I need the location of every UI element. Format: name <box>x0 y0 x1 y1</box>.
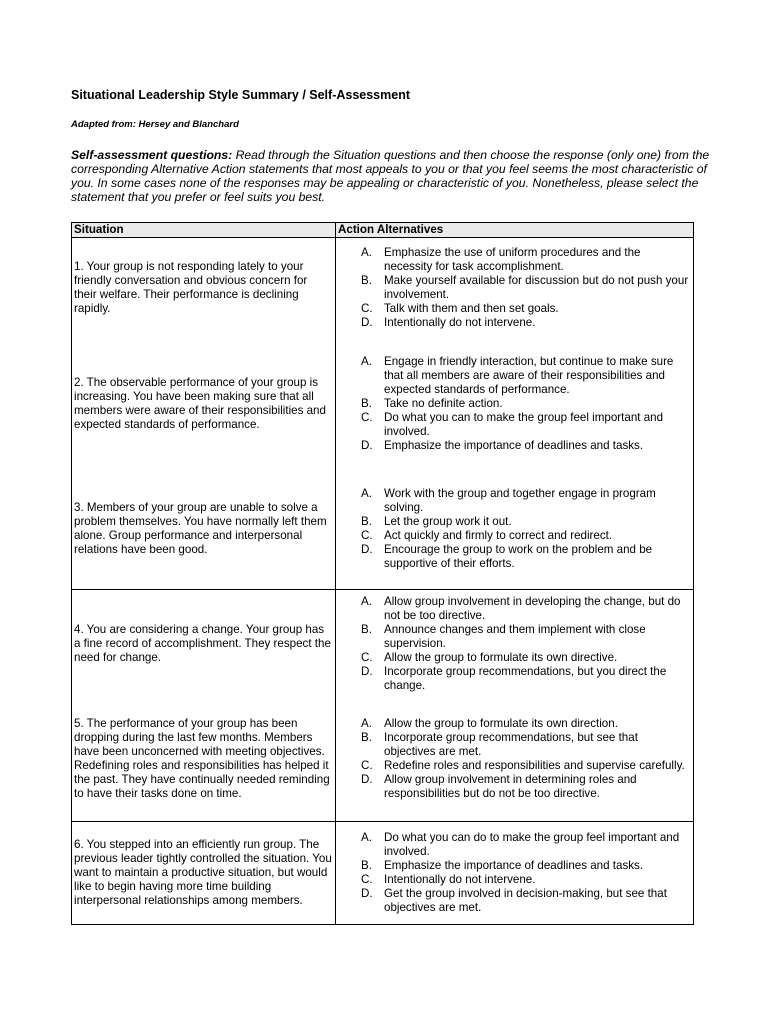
situation-1: 1. Your group is not responding lately to your friendly conversation and obvious concern for their welfare. Their performance is declining rapidly. <box>72 238 336 338</box>
situation-2: 2. The observable performance of your group is increasing. You have been making sure that all members were aware of their responsibilities and expected standards of performance. <box>72 338 336 470</box>
situation-4: 4. You are considering a change. Your group has a fine record of accomplishment. They respect the need for change. <box>72 590 336 698</box>
option-6c[interactable]: C. Intentionally do not intervene. <box>361 873 536 886</box>
option-6a[interactable]: A. Do what you can do to make the group feel important and involved. <box>361 831 680 858</box>
option-3a[interactable]: A. Work with the group and together engage in program solving. <box>361 487 656 515</box>
option-2c[interactable]: C. Do what you can to make the group feel important and involved. <box>361 410 664 438</box>
header-situation: Situation <box>72 223 336 238</box>
table-row <box>72 238 694 338</box>
intro-lead: Self-assessment questions: <box>71 148 233 162</box>
option-4b[interactable]: B. Announce changes and them implement with close supervision. <box>361 622 646 650</box>
option-5a[interactable]: A. Allow the group to formulate its own direction. <box>361 717 618 731</box>
intro-text: Read through the Situation questions and then choose the response (only one) from the corresponding Alternative Action statements that most appeals to you or that you feel seems the most characteristic of you. In some cases none of the responses may be appealing or characteristic of you. Nonetheless, please select the statement that you prefer or feel suits you best. <box>71 148 710 204</box>
page-title: Situational Leadership Style Summary / Self-Assessment <box>71 88 411 102</box>
option-4c[interactable]: C. Allow the group to formulate its own directive. <box>361 650 618 664</box>
option-5c[interactable]: C. Redefine roles and responsibilities and supervise carefully. <box>361 759 685 773</box>
table-row <box>72 470 694 590</box>
header-action-alternatives: Action Alternatives <box>336 223 694 238</box>
options-6 <box>336 822 694 925</box>
option-4d[interactable]: D. Incorporate group recommendations, but you direct the change. <box>361 664 667 692</box>
option-3c[interactable]: C. Act quickly and firmly to correct and redirect. <box>361 529 613 543</box>
option-1c[interactable]: C. Talk with them and then set goals. <box>361 301 559 315</box>
options-4 <box>336 590 694 698</box>
table-row <box>72 338 694 470</box>
table-row <box>72 590 694 698</box>
options-3 <box>336 470 694 590</box>
intro-paragraph <box>71 148 711 204</box>
option-4a[interactable]: A. Allow group involvement in developing the change, but do not be too directive. <box>361 594 681 622</box>
situation-6: 6. You stepped into an efficiently run group. The previous leader tightly controlled the situation. You want to maintain a productive situation, but would like to begin having more time building interpersonal relationships among members. <box>72 822 336 925</box>
option-5b[interactable]: B. Incorporate group recommendations, but see that objectives are met. <box>361 731 638 759</box>
options-2 <box>336 338 694 470</box>
option-1a[interactable]: A. Emphasize the use of uniform procedures and the necessity for task accomplishment. <box>361 245 641 273</box>
option-6d[interactable]: D. Get the group involved in decision-making, but see that objectives are met. <box>361 887 667 914</box>
option-2a[interactable]: A. Engage in friendly interaction, but continue to make sure that all members are aware of their responsibilities and expected standards of performance. <box>361 354 674 396</box>
situation-5: 5. The performance of your group has been dropping during the last few months. Members have been unconcerned with meeting objectives. Redefining roles and responsibilities has helped it the past. They have continually needed reminding to have their tasks done on time. <box>72 698 336 822</box>
option-1d[interactable]: D. Intentionally do not intervene. <box>361 315 536 329</box>
options-1 <box>336 238 694 338</box>
option-6b[interactable]: B. Emphasize the importance of deadlines and tasks. <box>361 859 644 872</box>
option-3d[interactable]: D. Encourage the group to work on the problem and be supportive of their efforts. <box>361 543 653 571</box>
assessment-table <box>71 222 694 925</box>
option-5d[interactable]: D. Allow group involvement in determining roles and responsibilities but do not be too directive. <box>361 773 637 801</box>
option-2d[interactable]: D. Emphasize the importance of deadlines and tasks. <box>361 438 644 452</box>
option-1b[interactable]: B. Make yourself available for discussion but do not push your involvement. <box>361 273 689 301</box>
option-3b[interactable]: B. Let the group work it out. <box>361 515 512 529</box>
table-header-row <box>72 223 694 238</box>
options-5 <box>336 698 694 822</box>
source-credit: Adapted from: Hersey and Blanchard <box>71 119 239 130</box>
option-2b[interactable]: B. Take no definite action. <box>361 396 503 410</box>
situation-3: 3. Members of your group are unable to solve a problem themselves. You have normally left them alone. Group performance and interpersonal relations have been good. <box>72 470 336 590</box>
table-row <box>72 822 694 925</box>
table-row <box>72 698 694 822</box>
